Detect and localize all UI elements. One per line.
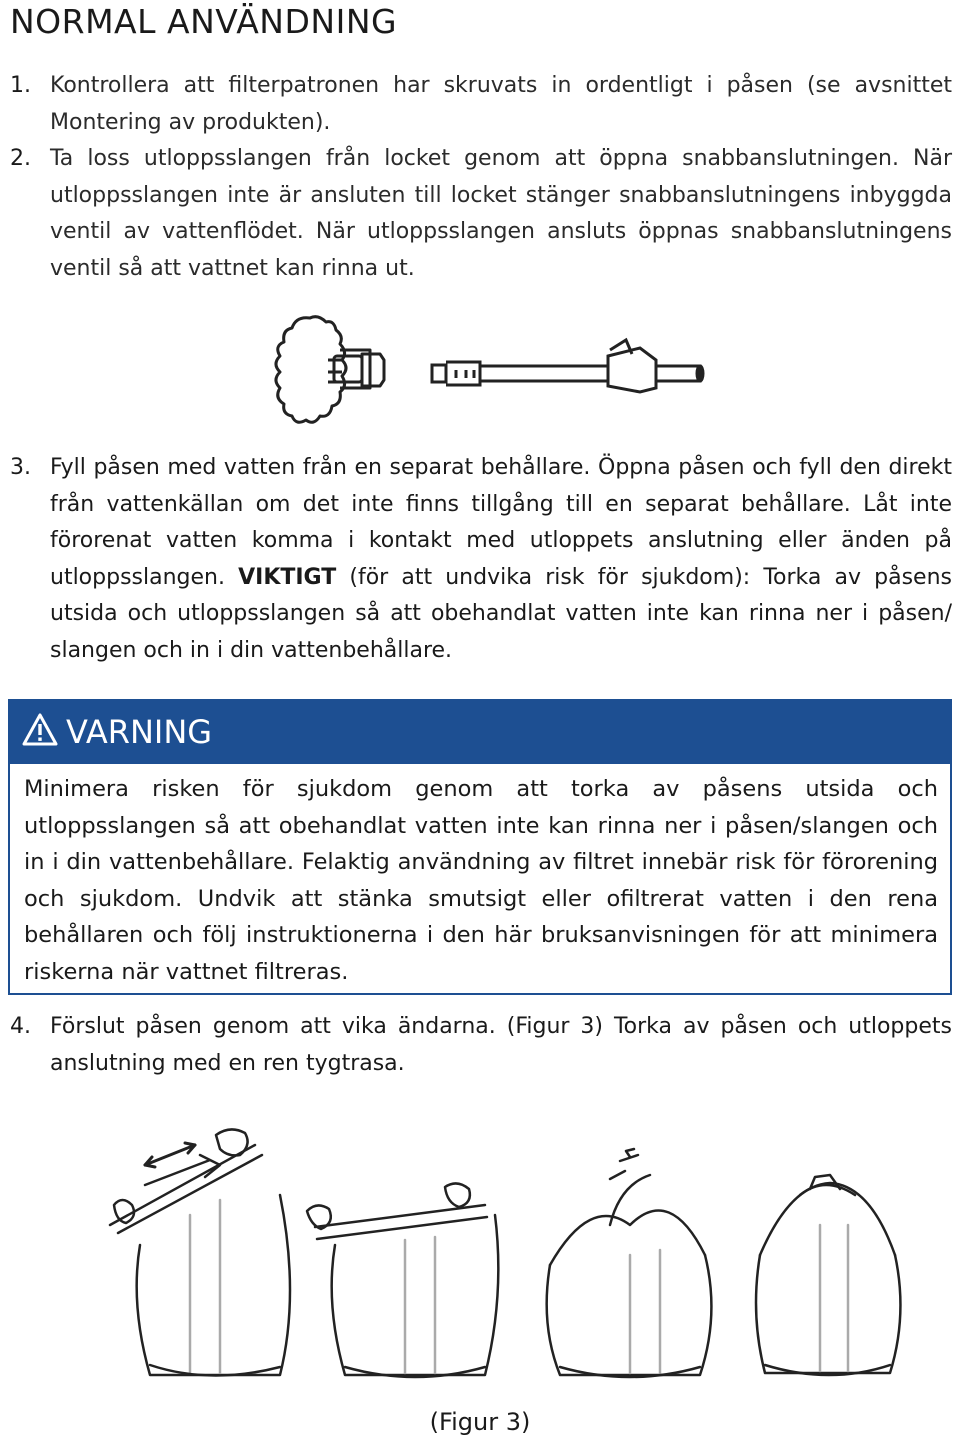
- warning-title: VARNING: [66, 713, 213, 751]
- figure-3-illustration: [90, 1105, 910, 1395]
- warning-triangle-icon: [22, 713, 58, 747]
- bag-step-4: [756, 1175, 900, 1375]
- step-text-part-a: Fyll påsen med vatten från en separat behållare. Öppna påsen och fyll den direkt från vattenkällan om det inte finns tillgång till en separat behållare. Låt inte förorenat vatten komma i kontakt med utloppets anslutning eller änden på utloppsslangen.: [50, 455, 952, 590]
- step-text: Förslut påsen genom att vika ändarna. (Figur 3) Torka av påsen och utloppets anslutning med en ren tygtrasa.: [50, 1014, 952, 1076]
- step-text: Kontrollera att filterpatronen har skruvats in ordentligt i påsen (se avsnittet Montering av produkten).: [50, 73, 952, 135]
- step-4: [10, 1009, 952, 1082]
- warning-box: [8, 699, 952, 995]
- step-number: 3.: [10, 455, 31, 480]
- figure-caption: (Figur 3): [429, 1408, 531, 1436]
- bag-step-1: [110, 1129, 290, 1375]
- important-label: VIKTIGT: [238, 564, 337, 590]
- step-number: 4.: [10, 1014, 31, 1039]
- step-3: [10, 450, 952, 670]
- step-text-part-b: (för att undvika risk för sjukdom): Torka av påsens utsida och utloppsslangen så att obehandlat vatten inte kan rinna ner i påsen/ slangen och in i din vattenbehållare.: [50, 564, 952, 663]
- step-number: 2.: [10, 146, 31, 171]
- step-1: [10, 68, 952, 141]
- step-text: [50, 450, 952, 669]
- warning-text: Minimera risken för sjukdom genom att torka av påsens utsida och utloppsslangen så att obehandlat vatten inte kan rinna ner i påsen/slangen och in i din vattenbehållare. Felaktig användning av filtret innebär risk för förorening och sjukdom. Undvik att stänka smutsigt eller ofiltrerat vatten i den rena behållaren och följ instruktionerna i den här bruksanvisningen för att minimera riskerna när vattnet filtreras.: [24, 776, 938, 985]
- step-number: 1.: [10, 73, 31, 98]
- step-text: Ta loss utloppsslangen från locket genom att öppna snabbanslutningen. När utloppsslangen inte är ansluten till locket stänger snabbanslutningens inbyggda ventil av vattenflödet. När utloppsslangen ansluts öppnas snabbanslutningens ventil så att vattnet kan rinna ut.: [50, 146, 952, 281]
- warning-header: [10, 701, 950, 764]
- page-heading: NORMAL ANVÄNDNING: [10, 2, 398, 41]
- bag-step-2: [307, 1183, 498, 1377]
- bag-step-3: [547, 1149, 712, 1377]
- step-2: [10, 141, 952, 287]
- cap-and-hose-illustration: [270, 310, 720, 440]
